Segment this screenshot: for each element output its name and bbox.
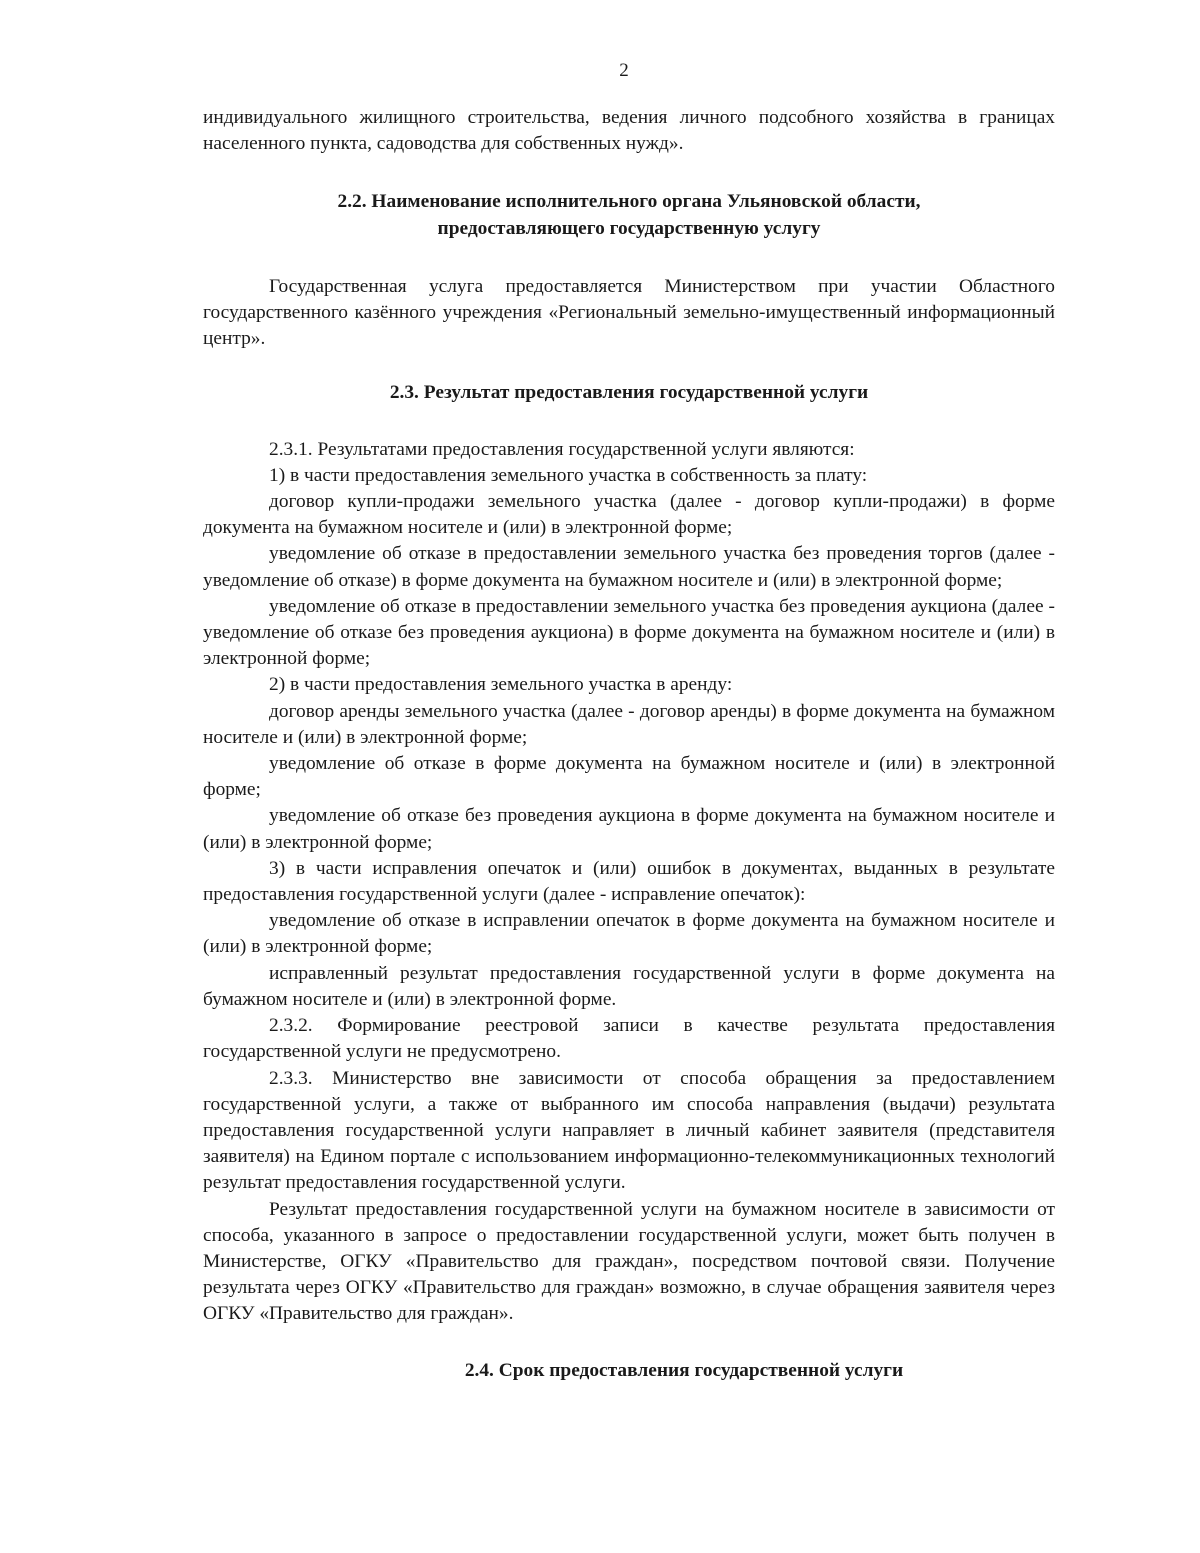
page-number: 2 [619, 60, 629, 81]
paragraph-lease-contract: договор аренды земельного участка (далее - договор аренды) в форме документа на бумажном носителе и (или) в электронной форме; [203, 700, 1055, 748]
paragraph-item-3: 3) в части исправления опечаток и (или) ошибок в документах, выданных в результате предоставления государственной услуги (далее - исправление опечаток): [203, 857, 1055, 906]
section-2-4-heading: 2.4. Срок предоставления государственной услуги [464, 1359, 904, 1381]
section-2-3-heading: 2.3. Результат предоставления государственной услуги [389, 382, 869, 404]
paragraph-lease-refusal: уведомление об отказе в форме документа на бумажном носителе и (или) в электронной форме; [203, 753, 1055, 801]
paragraph-paper-result: Результат предоставления государственной услуги на бумажном носителе в зависимости от способа, указанного в запросе о предоставлении государственной услуги, может быть получен в Министерстве, ОГКУ «Правительство для граждан», посредством почтовой связи. Получение результата через ОГКУ «Правительство для граждан» возможно, в случае обращения заявителя через ОГКУ «Правительство для граждан». [203, 1198, 1055, 1325]
paragraph-corrected-result: исправленный результат предоставления государственной услуги в форме документа на бумажном носителе и (или) в электронной форме. [203, 962, 1055, 1010]
paragraph-refusal-no-auction: уведомление об отказе в предоставлении земельного участка без проведения аукциона (далее - уведомление об отказе без проведения аукциона) в форме документа на бумажном носителе и (или) в электронной форме; [203, 595, 1055, 670]
paragraph-lease-refusal-no-auction: уведомление об отказе без проведения аукциона в форме документа на бумажном носителе и (или) в электронной форме; [203, 805, 1055, 853]
section-2-2-heading [203, 189, 1055, 241]
paragraph-correction-refusal: уведомление об отказе в исправлении опечаток в форме документа на бумажном носителе и (или) в электронной форме; [203, 910, 1055, 958]
intro-paragraph: индивидуального жилищного строительства, ведения личного подсобного хозяйства в границах населенного пункта, садоводства для собственных нужд». [203, 107, 1055, 155]
paragraph-2-3-2: 2.3.2. Формирование реестровой записи в качестве результата предоставления государственной услуги не предусмотрено. [203, 1015, 1055, 1063]
section-2-2-paragraph: Государственная услуга предоставляется Министерством при участии Областного государственного казённого учреждения «Региональный земельно-имущественный информационный центр». [203, 275, 1055, 350]
section-2-2-heading-line1: 2.2. Наименование исполнительного органа Ульяновской области, [337, 191, 921, 213]
paragraph-2-3-1: 2.3.1. Результатами предоставления государственной услуги являются: [269, 438, 855, 460]
paragraph-refusal-notice: уведомление об отказе в предоставлении земельного участка без проведения торгов (далее - уведомление об отказе) в форме документа на бумажном носителе и (или) в электронной форме; [203, 543, 1055, 591]
paragraph-item-1: 1) в части предоставления земельного участка в собственность за плату: [269, 464, 868, 486]
paragraph-sale-contract: договор купли-продажи земельного участка (далее - договор купли-продажи) в форме документа на бумажном носителе и (или) в электронной форме; [203, 491, 1055, 539]
paragraph-item-2: 2) в части предоставления земельного участка в аренду: [269, 674, 733, 696]
paragraph-2-3-3: 2.3.3. Министерство вне зависимости от способа обращения за предоставлением государственной услуги, а также от выбранного им способа направления (выдачи) результата предоставления государственной услуги направляет в личный кабинет заявителя (представителя заявителя) на Едином портале с использованием информационно-телекоммуникационных технологий результат предоставления государственной услуги. [203, 1067, 1055, 1194]
section-2-2-heading-line2: предоставляющего государственную услугу [437, 217, 821, 239]
document-body [203, 105, 1055, 1384]
section-2-3-body [203, 437, 1055, 1328]
